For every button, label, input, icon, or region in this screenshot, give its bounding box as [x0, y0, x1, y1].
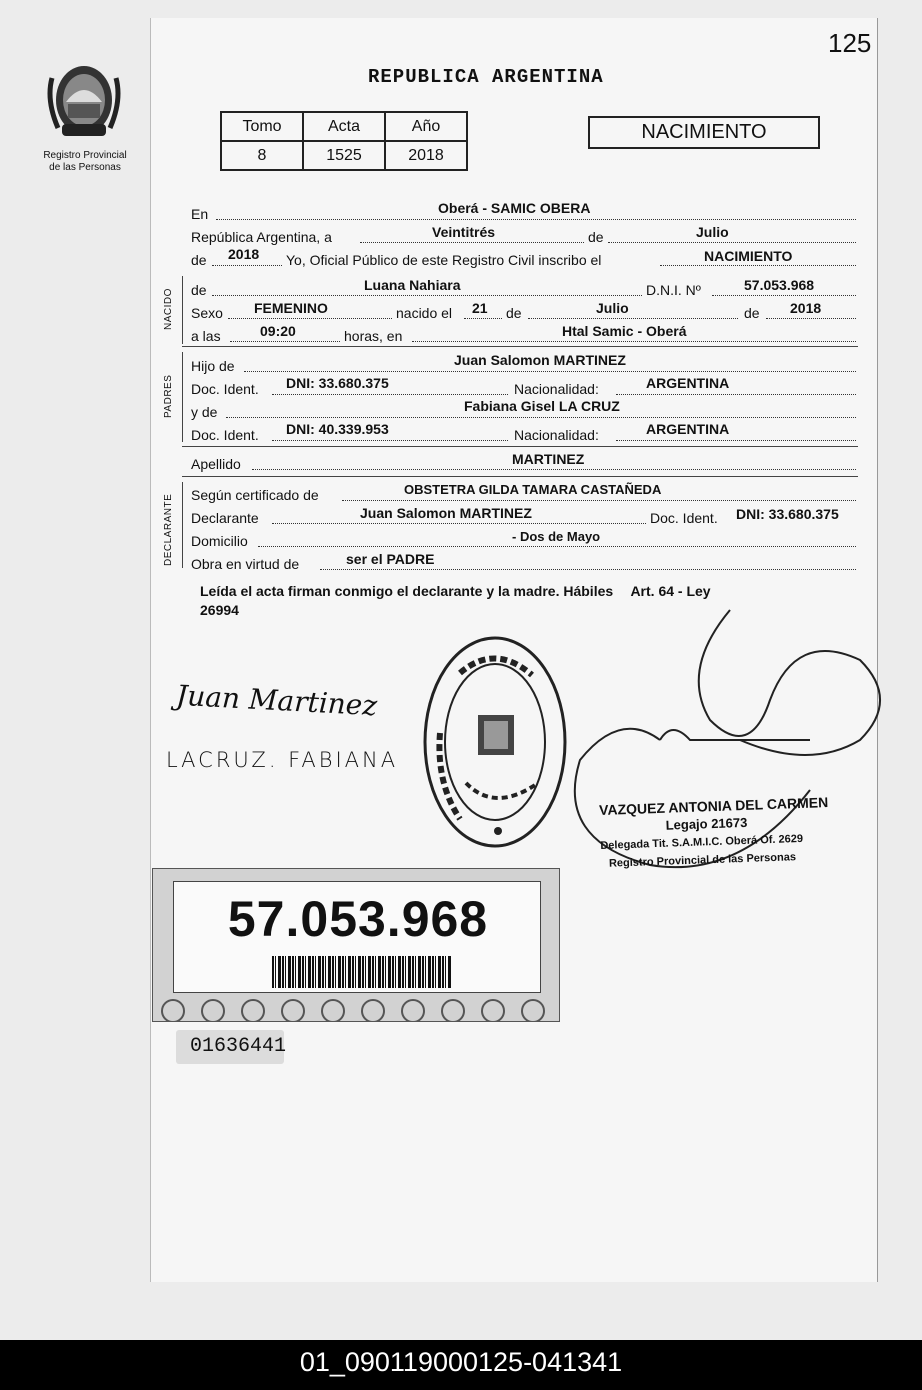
obra-value: ser el PADRE	[346, 551, 435, 567]
closing-law-number: 26994	[200, 602, 239, 618]
sexo-value: FEMENINO	[254, 300, 328, 316]
section-label-nacido: NACIDO	[163, 288, 174, 330]
table-header-ano: Año	[385, 112, 467, 141]
birth-de-label-2: de	[744, 305, 760, 321]
horas-label: horas, en	[344, 328, 403, 344]
year-value: 2018	[228, 246, 260, 262]
control-number: 01636441	[176, 1030, 284, 1064]
obra-label: Obra en virtud de	[191, 556, 300, 572]
father-nat-value: ARGENTINA	[646, 375, 730, 391]
nacido-el-label: nacido el	[396, 305, 453, 321]
en-label: En	[191, 206, 209, 222]
table-value-ano: 2018	[385, 141, 467, 170]
registry-caption	[30, 150, 140, 174]
registry-stamp	[420, 633, 570, 851]
table-value-acta: 1525	[303, 141, 385, 170]
table-header-tomo: Tomo	[221, 112, 303, 141]
sexo-label: Sexo	[191, 305, 223, 321]
birth-de-label-1: de	[506, 305, 522, 321]
record-table	[220, 111, 468, 171]
dni-label: D.N.I. Nº	[646, 282, 701, 298]
closing-main: Leída el acta firman conmigo el declarante y la madre. Hábiles	[200, 583, 614, 599]
mother-nat-value: ARGENTINA	[646, 421, 730, 437]
official-legajo: Legajo 21673	[665, 814, 748, 833]
day-words-value: Veintitrés	[432, 224, 496, 240]
yde-label: y de	[191, 404, 218, 420]
month-value: Julio	[696, 224, 729, 240]
mother-doc-value: DNI: 40.339.953	[286, 421, 389, 437]
official-name: VAZQUEZ ANTONIA DEL CARMEN	[598, 794, 829, 819]
birth-time-value: 09:20	[260, 323, 296, 339]
mother-signature: LACRUZ. FABIANA	[166, 748, 399, 772]
declarante-label: Declarante	[191, 510, 259, 526]
domicilio-value: - Dos de Mayo	[512, 529, 601, 544]
table-header-acta: Acta	[303, 112, 385, 141]
official-registry: Registro Provincial de las Personas	[608, 851, 797, 870]
apellido-value: MARTINEZ	[512, 451, 585, 467]
place-value: Oberá - SAMIC OBERA	[438, 200, 591, 216]
declarante-signature: Juan Martinez	[175, 678, 378, 723]
mother-doc-label: Doc. Ident.	[191, 427, 259, 443]
province-seal-logo	[42, 58, 126, 142]
document-type-box: NACIMIENTO	[588, 116, 820, 149]
yo-text: Yo, Oficial Público de este Registro Civil inscribo el	[286, 252, 602, 268]
republica-label: República Argentina, a	[191, 229, 332, 245]
apellido-label: Apellido	[191, 456, 241, 472]
table-value-tomo: 8	[221, 141, 303, 170]
birth-place-value: Htal Samic - Oberá	[562, 323, 687, 339]
de-label-2: de	[191, 252, 207, 268]
mother-name-value: Fabiana Gisel LA CRUZ	[464, 398, 620, 414]
alas-label: a las	[191, 328, 221, 344]
barcode-bars-icon	[272, 956, 452, 988]
declarante-doc-label: Doc. Ident.	[650, 510, 718, 526]
barcode-label	[152, 868, 560, 1022]
official-block	[599, 793, 831, 873]
birth-day-value: 21	[472, 300, 488, 316]
cert-value: OBSTETRA GILDA TAMARA CASTAÑEDA	[404, 482, 662, 497]
father-nat-label: Nacionalidad:	[514, 381, 599, 397]
registry-caption-line1: Registro Provincial	[43, 150, 127, 161]
registry-caption-line2: de las Personas	[49, 162, 121, 173]
closing-law: Art. 64 - Ley	[630, 583, 711, 599]
barcode-number: 57.053.968	[227, 891, 489, 947]
child-dni-value: 57.053.968	[744, 277, 815, 293]
birth-month-value: Julio	[596, 300, 629, 316]
page-number: 125	[828, 28, 872, 58]
section-label-padres: PADRES	[163, 374, 174, 418]
father-doc-value: DNI: 33.680.375	[286, 375, 389, 391]
act-type-value: NACIMIENTO	[704, 248, 793, 264]
document-title: REPUBLICA ARGENTINA	[368, 66, 604, 88]
birth-year-value: 2018	[790, 300, 822, 316]
declarante-name-value: Juan Salomon MARTINEZ	[360, 505, 532, 521]
child-name-value: Luana Nahiara	[364, 277, 461, 293]
official-role: Delegada Tit. S.A.M.I.C. Oberá Of. 2629	[600, 832, 804, 852]
domicilio-label: Domicilio	[191, 533, 248, 549]
father-doc-label: Doc. Ident.	[191, 381, 259, 397]
de-label-1: de	[588, 229, 604, 245]
hijo-de-label: Hijo de	[191, 358, 235, 374]
section-label-declarante: DECLARANTE	[163, 493, 174, 566]
barcode-panel	[173, 881, 541, 993]
cert-label: Según certificado de	[191, 487, 319, 503]
file-id-footer: 01_090119000125-041341	[0, 1340, 922, 1390]
nacido-de-label: de	[191, 282, 207, 298]
pattern-strip	[153, 997, 560, 1022]
declarante-doc-value: DNI: 33.680.375	[736, 506, 839, 522]
father-name-value: Juan Salomon MARTINEZ	[454, 352, 626, 368]
mother-nat-label: Nacionalidad:	[514, 427, 599, 443]
